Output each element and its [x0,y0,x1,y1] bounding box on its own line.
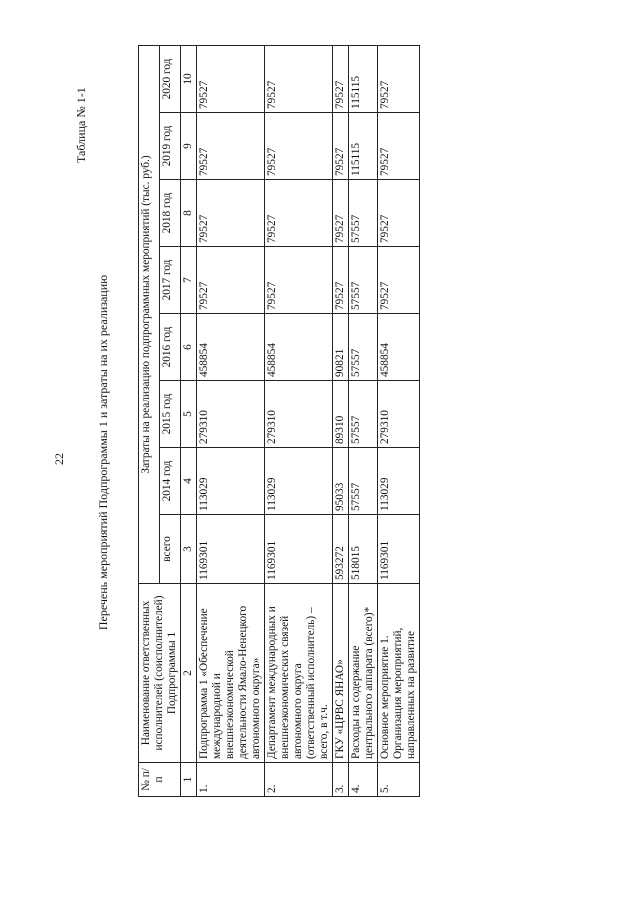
value-2014: 95033 [333,448,349,515]
header-year: 2015 год [160,381,181,448]
value-2014: 113029 [378,448,420,515]
column-index: 1 [181,763,197,797]
header-costs: Затраты на реализацию подпрограммных мероприятий (тыс. руб.) [139,46,160,584]
column-index: 10 [181,46,197,113]
value-2016: 458854 [265,314,333,381]
header-num: № п/п [139,763,181,797]
table-row [378,46,420,797]
value-total: 518015 [349,515,378,584]
page-number: 22 [52,453,66,465]
value-2019: 79527 [197,113,265,180]
row-name: Департамент международных и внешнеэкономических связей автономного округа (ответственный исполнитель) – всего, в т.ч. [265,584,333,763]
value-2016: 458854 [378,314,420,381]
column-index: 8 [181,180,197,247]
value-total: 1169301 [197,515,265,584]
header-row-1 [139,46,160,797]
costs-table [138,45,420,797]
value-2020: 79527 [265,46,333,113]
column-index: 9 [181,113,197,180]
value-2017: 57557 [349,247,378,314]
value-2018: 57557 [349,180,378,247]
value-2019: 79527 [265,113,333,180]
column-index-row [181,46,197,797]
value-2016: 458854 [197,314,265,381]
column-index: 7 [181,247,197,314]
header-year: 2014 год [160,448,181,515]
header-name: Наименование ответственных исполнителей (соисполнителей) Подпрограммы 1 [139,584,181,763]
value-2020: 79527 [197,46,265,113]
value-2015: 57557 [349,381,378,448]
table-label: Таблица № 1-1 [74,87,88,163]
value-2016: 90821 [333,314,349,381]
table-row [197,46,265,797]
header-total: всего [160,515,181,584]
column-index: 2 [181,584,197,763]
value-2017: 79527 [197,247,265,314]
value-2014: 113029 [197,448,265,515]
value-2020: 115115 [349,46,378,113]
value-2019: 79527 [333,113,349,180]
value-2015: 279310 [378,381,420,448]
column-index: 5 [181,381,197,448]
value-2019: 79527 [378,113,420,180]
row-number: 1. [197,763,265,797]
value-2020: 79527 [333,46,349,113]
value-2018: 79527 [378,180,420,247]
row-name: Расходы на содержание центрального аппарата (всего)* [349,584,378,763]
value-2015: 279310 [265,381,333,448]
value-2014: 57557 [349,448,378,515]
value-2019: 115115 [349,113,378,180]
row-number: 2. [265,763,333,797]
table-row [333,46,349,797]
value-2015: 279310 [197,381,265,448]
row-name: Подпрограмма 1 «Обеспечение международной и внешнеэкономической деятельности Ямало-Ненецкого автономного округа» [197,584,265,763]
value-2016: 57557 [349,314,378,381]
value-2014: 113029 [265,448,333,515]
header-year: 2019 год [160,113,181,180]
table-row [349,46,378,797]
header-year: 2017 год [160,247,181,314]
table-row [265,46,333,797]
value-2017: 79527 [265,247,333,314]
row-number: 4. [349,763,378,797]
column-index: 3 [181,515,197,584]
value-total: 1169301 [265,515,333,584]
header-year: 2020 год [160,46,181,113]
column-index: 4 [181,448,197,515]
value-2017: 79527 [378,247,420,314]
value-2018: 79527 [333,180,349,247]
row-number: 5. [378,763,420,797]
row-name: ГКУ «ЦРВС ЯНАО» [333,584,349,763]
value-total: 593272 [333,515,349,584]
value-2018: 79527 [265,180,333,247]
value-2020: 79527 [378,46,420,113]
column-index: 6 [181,314,197,381]
value-2018: 79527 [197,180,265,247]
value-2017: 79527 [333,247,349,314]
row-number: 3. [333,763,349,797]
value-2015: 89310 [333,381,349,448]
header-year: 2016 год [160,314,181,381]
value-total: 1169301 [378,515,420,584]
document-title: Перечень мероприятий Подпрограммы 1 и затраты на их реализацию [96,274,110,631]
header-year: 2018 год [160,180,181,247]
row-name: Основное мероприятие 1. Организация мероприятий, направленных на развитие [378,584,420,763]
